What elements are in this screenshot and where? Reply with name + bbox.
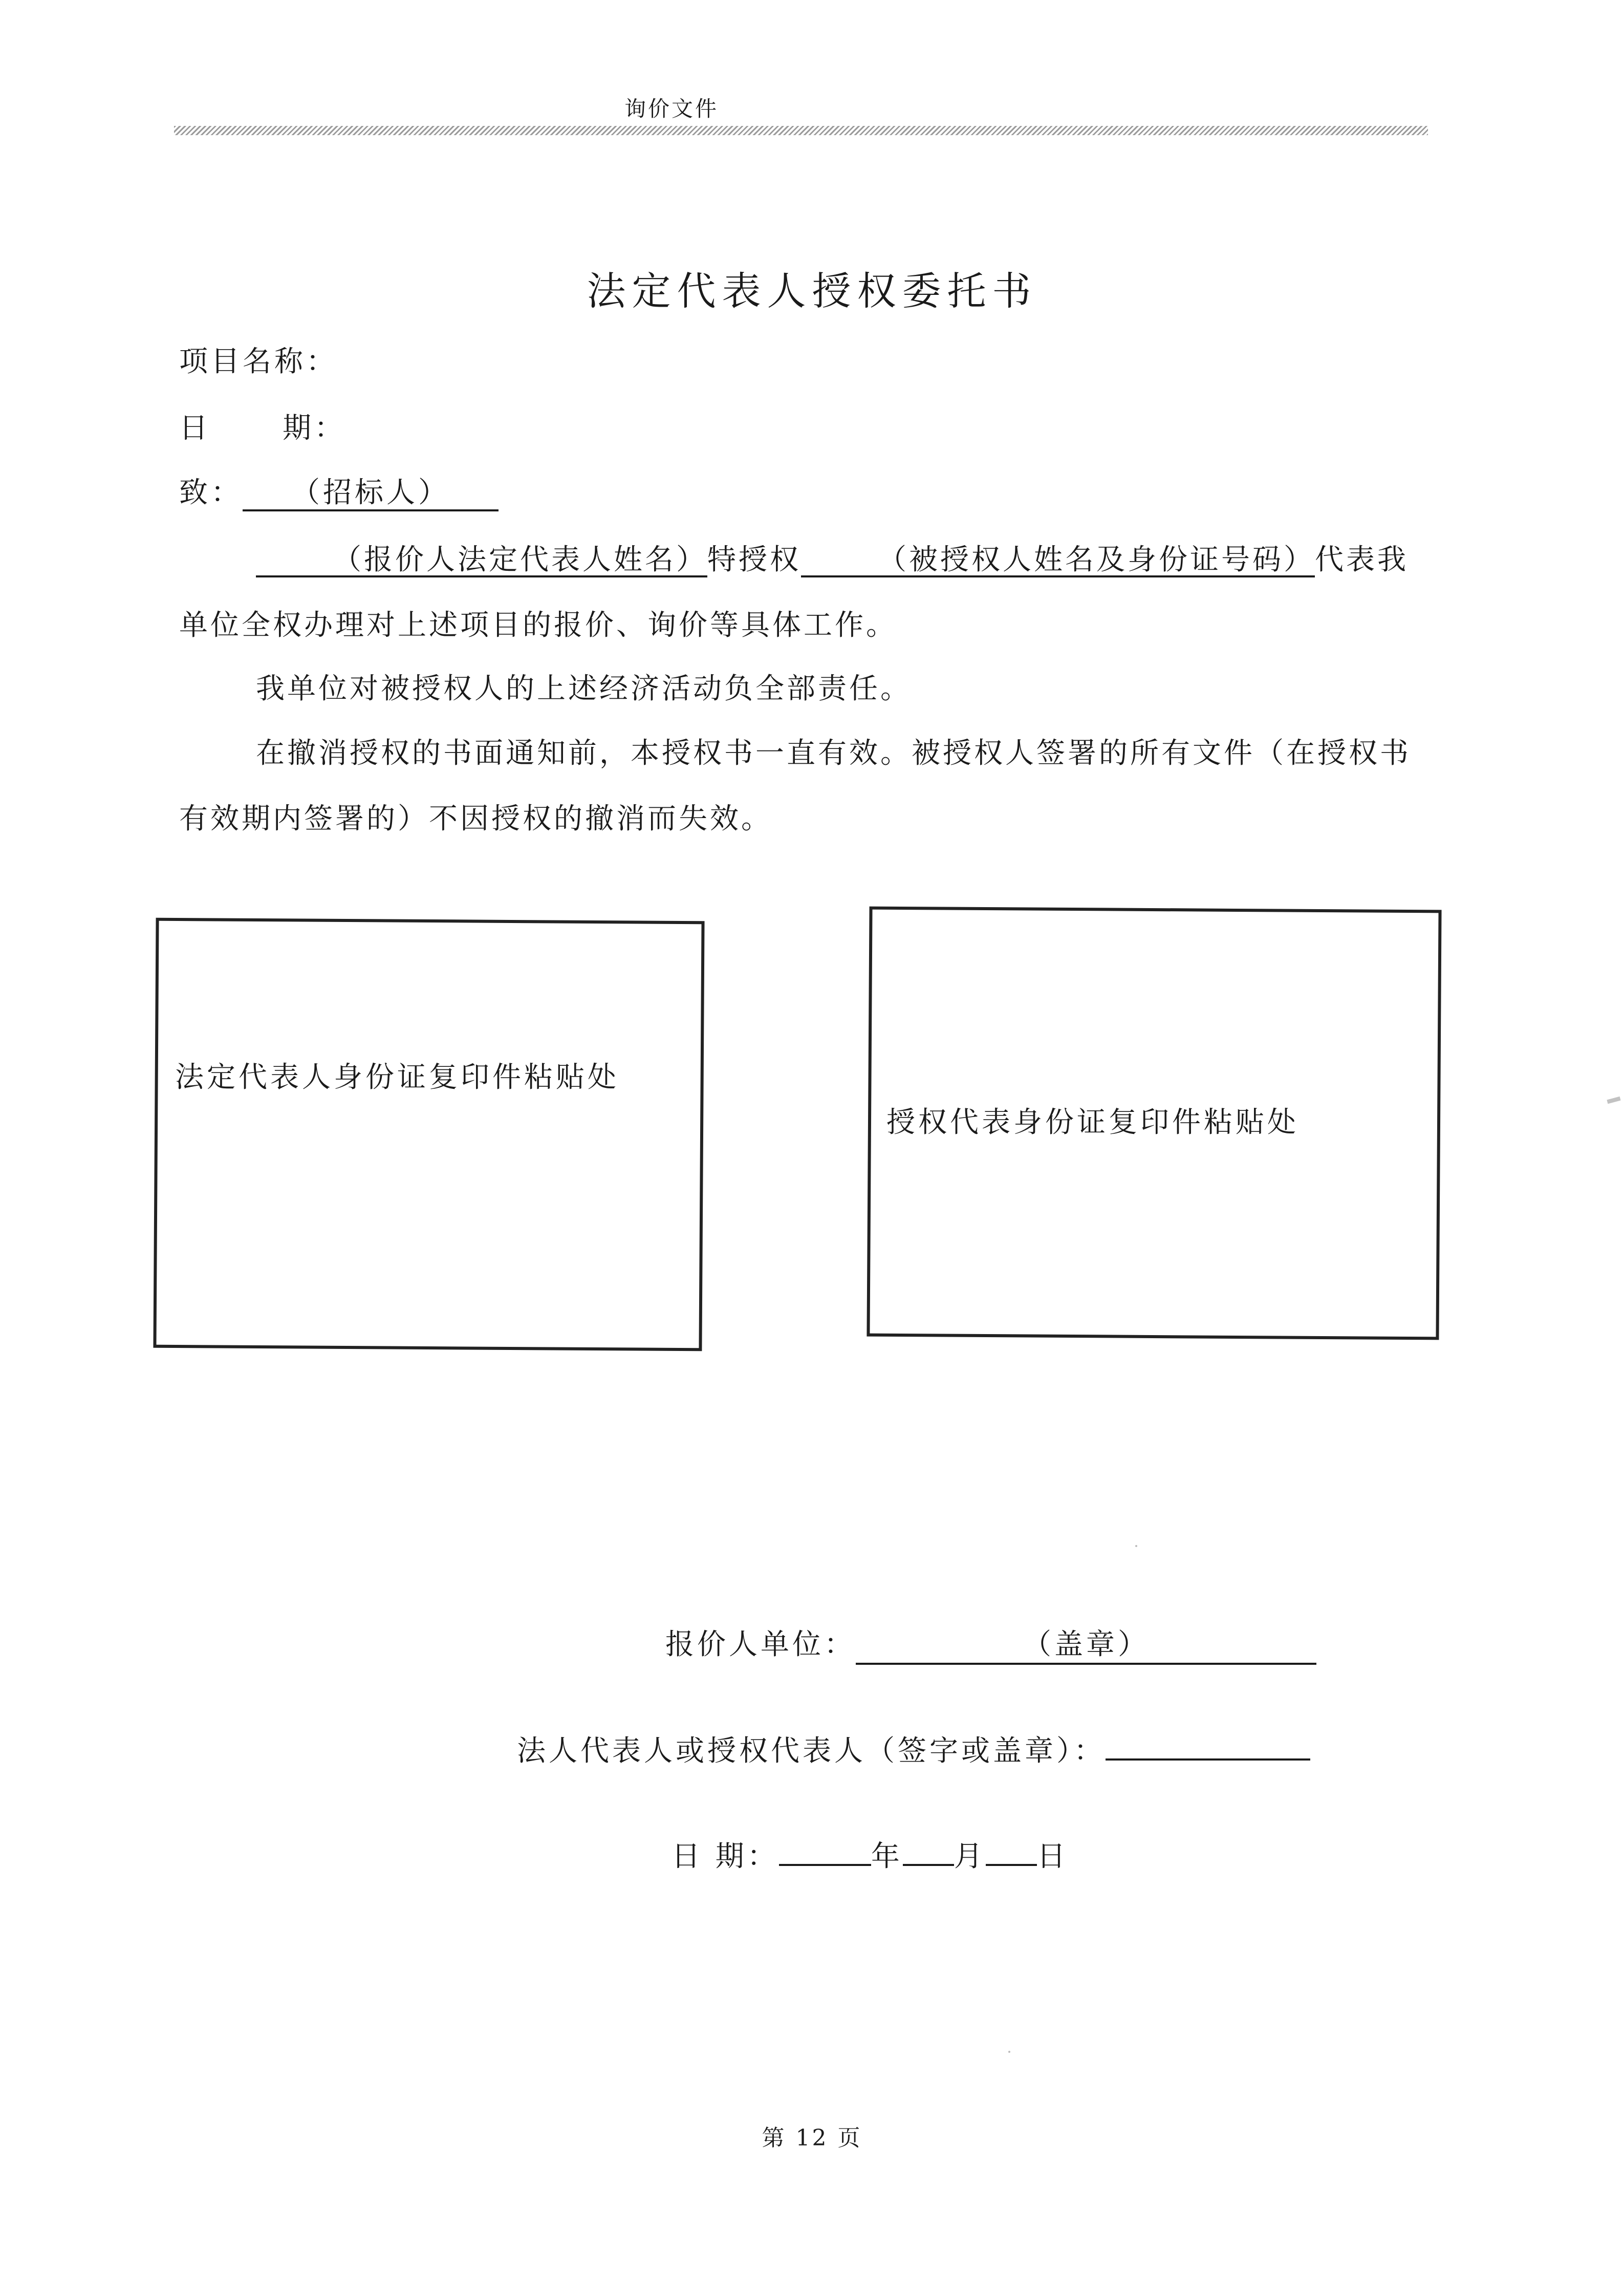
- authorization-scope: 代表我单位全权办理对上述项目的报价、询价等具体工作。: [179, 543, 1409, 642]
- addressee-label: 致：: [179, 476, 243, 509]
- responsibility-paragraph: 我单位对被授权人的上述经济活动负全部责任。: [256, 672, 912, 705]
- date-field: [179, 405, 346, 446]
- header-rule: [174, 126, 1428, 135]
- page-number: 第 12 页: [762, 2125, 862, 2151]
- date-label-part2: 期：: [283, 412, 346, 445]
- authorized-rep-id-paste-label: 授权代表身份证复印件粘贴处: [886, 1106, 1299, 1139]
- year-label: 年: [871, 1840, 903, 1873]
- authorization-paragraph: [179, 527, 1428, 658]
- legal-rep-name-blank: （报价人法定代表人姓名）: [256, 545, 707, 577]
- signatory-line: [517, 1728, 1310, 1769]
- authorization-verb: 特授权: [707, 543, 801, 576]
- month-label: 月: [954, 1840, 986, 1873]
- legal-rep-id-paste-label: 法定代表人身份证复印件粘贴处: [175, 1061, 619, 1094]
- signatory-label: 法人代表人或授权代表人（签字或盖章）：: [517, 1734, 1106, 1768]
- scan-edge-mark: [1607, 1097, 1620, 1104]
- validity-paragraph: 在撤消授权的书面通知前，本授权书一直有效。被授权人签署的所有文件（在授权书有效期内签署的）不因授权的撤消而失效。: [179, 737, 1411, 835]
- month-blank: [903, 1864, 954, 1866]
- bidder-unit-blank: [856, 1622, 1316, 1665]
- legal-rep-id-paste-box: [153, 918, 704, 1351]
- project-name-label: 项目名称：: [179, 345, 338, 378]
- day-blank: [986, 1864, 1037, 1866]
- signing-date-label: 日 期：: [672, 1840, 779, 1873]
- bidder-unit-label: 报价人单位：: [665, 1628, 856, 1661]
- addressee-field: [179, 470, 499, 511]
- authorized-person-blank: （被授权人姓名及身份证号码）: [801, 545, 1315, 577]
- stamp-note: （盖章）: [1023, 1628, 1150, 1661]
- document-title: 法定代表人授权委托书: [587, 268, 1037, 314]
- scan-speck: [1135, 1545, 1137, 1547]
- signing-date-line: [672, 1834, 1069, 1875]
- day-label: 日: [1036, 1840, 1069, 1873]
- date-label-part1: 日: [179, 412, 211, 445]
- bidder-unit-line: [665, 1622, 1316, 1665]
- header-title: 询价文件: [624, 96, 719, 121]
- addressee-value: （招标人）: [243, 478, 499, 511]
- signatory-blank: [1106, 1758, 1310, 1761]
- year-blank: [779, 1864, 871, 1866]
- scan-speck: [1008, 2051, 1010, 2053]
